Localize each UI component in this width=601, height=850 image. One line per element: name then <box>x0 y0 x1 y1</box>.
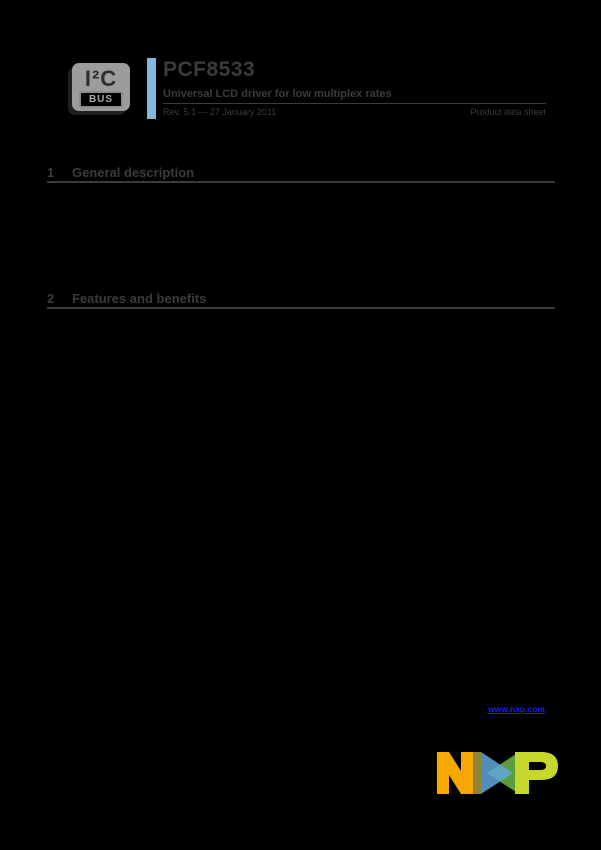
revision-date: Rev. 5.1 — 27 January 2011 <box>163 107 277 117</box>
i2c-logo-bus-label: BUS <box>79 91 123 108</box>
section-rule <box>47 307 555 309</box>
body-hyperlink[interactable]: www.nxp.com <box>488 704 545 714</box>
header-accent-bar <box>147 58 156 119</box>
section-heading-features-benefits <box>47 291 555 306</box>
part-number-title: PCF8533 <box>163 58 256 81</box>
section-title: Features and benefits <box>72 291 207 306</box>
nxp-logo <box>437 752 559 794</box>
i2c-logo-text: I²C <box>84 66 118 91</box>
nxp-letter-p <box>515 752 558 794</box>
section-heading-general-description <box>47 165 555 180</box>
section-rule <box>47 181 555 183</box>
datasheet-subtitle: Universal LCD driver for low multiplex rates <box>163 88 392 100</box>
revision-row <box>163 107 546 117</box>
nxp-logo-svg <box>437 752 559 794</box>
section-title: General description <box>72 165 195 180</box>
nxp-letter-n <box>437 752 473 794</box>
section-number: 1 <box>47 165 55 180</box>
nxp-x-blue-arrow <box>481 752 513 794</box>
nxp-x-olive-band <box>473 752 481 794</box>
i2c-bus-logo <box>72 63 130 111</box>
header-divider <box>163 103 546 104</box>
section-number: 2 <box>47 291 55 306</box>
document-type-label: Product data sheet <box>470 107 546 117</box>
